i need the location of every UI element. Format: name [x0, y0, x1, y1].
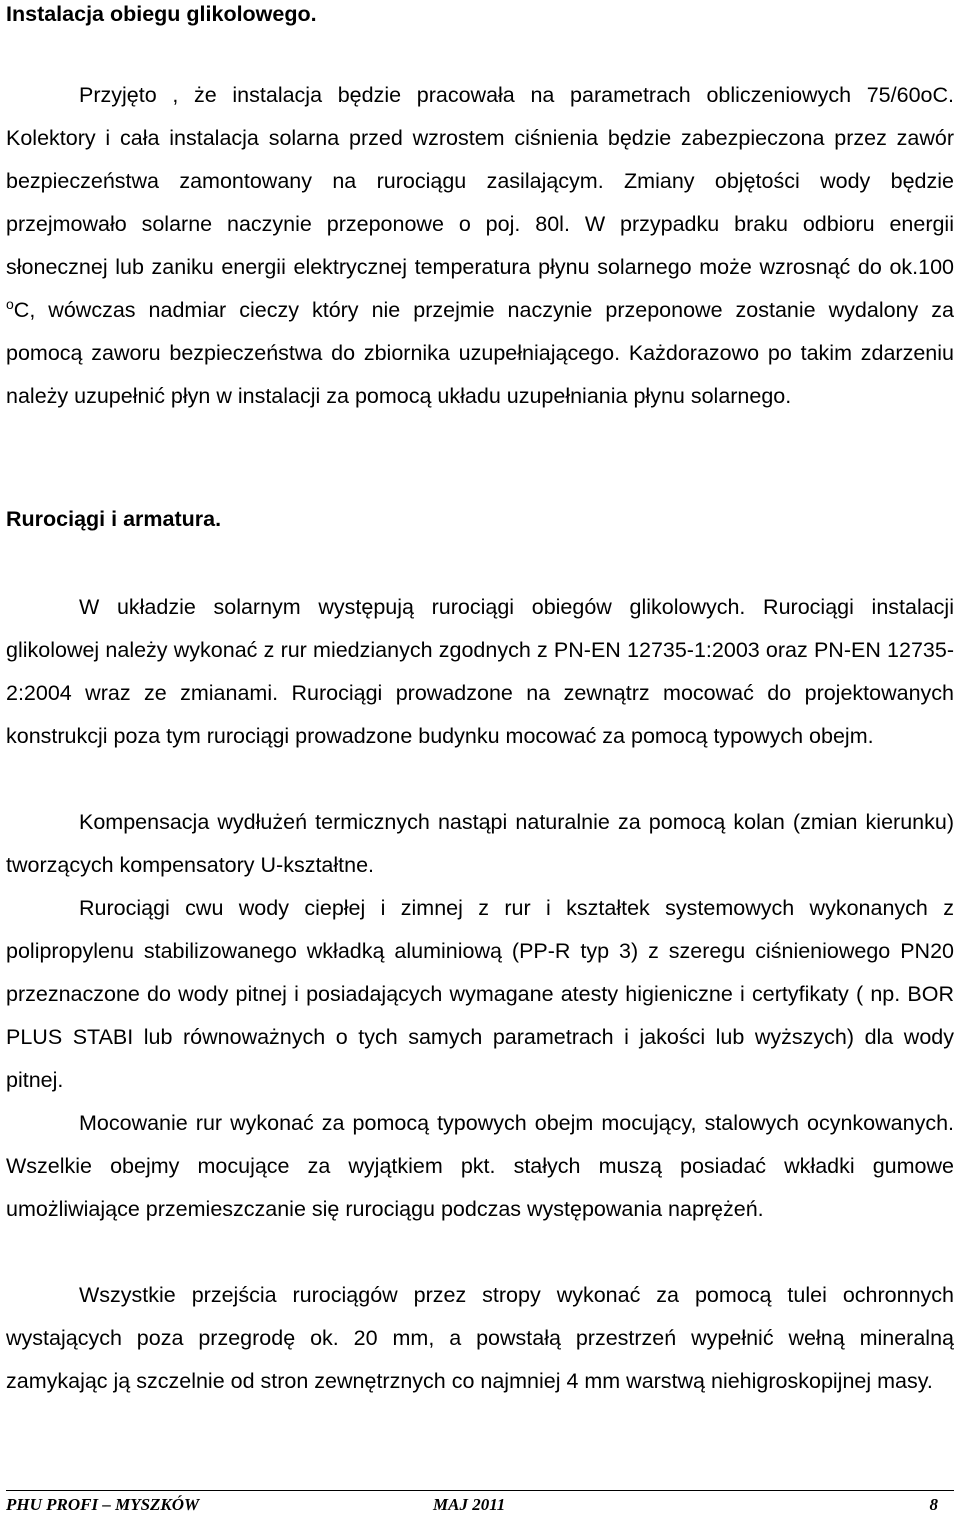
footer-date: MAJ 2011 [433, 1495, 506, 1514]
degree-superscript: o [6, 295, 14, 312]
section-heading-glycol-installation: Instalacja obiegu glikolowego. [6, 2, 317, 26]
paragraph-text: Przyjęto , że instalacja będzie pracowała na parametrach obliczeniowych 75/60oC. Kolektory i cała instalacja solarna przed wzrostem ciśnienia będzie zabezpieczona przez zawór bezpieczeństwa zamontowany na rurociągu zasilającym. Zmiany objętości wody będzie przejmowało solarne naczynie przeponowe o poj. 80l. W przypadku braku odbioru energii słonecznej lub zaniku energii elektrycznej temperatura płynu solarnego może wzrosnąć do ok.100 [6, 83, 954, 279]
paragraph-pipe-mounting: Mocowanie rur wykonać za pomocą typowych obejm mocujący, stalowych ocynkowanych. Wszelkie obejmy mocujące za wyjątkiem pkt. stałych muszą posiadać wkładki gumowe umożliwiające przemieszczanie się rurociągu podczas występowania naprężeń. [6, 1111, 954, 1221]
paragraph-text: C, wówczas nadmiar cieczy który nie przejmie naczynie przeponowe zostanie wydalony za pomocą zaworu bezpieczeństwa do zbiornika uzupełniającego. Każdorazowo po takim zdarzeniu należy uzupełnić płyn w instalacji za pomocą układu uzupełniania płynu solarnego. [6, 298, 954, 408]
paragraph-glycol-pipes: W układzie solarnym występują rurociągi obiegów glikolowych. Rurociągi instalacji glikolowej należy wykonać z rur miedzianych zgodnych z PN-EN 12735-1:2003 oraz PN-EN 12735-2:2004 wraz ze zmianami. Rurociągi prowadzone na zewnątrz mocować do projektowanych konstrukcji poza tym rurociągi prowadzone budynku mocować za pomocą typowych obejm. [6, 595, 954, 748]
paragraph-ceiling-penetrations: Wszystkie przejścia rurociągów przez stropy wykonać za pomocą tulei ochronnych wystających poza przegrodę ok. 20 mm, a powstałą przestrzeń wypełnić wełną mineralną zamykając ją szczelnie od stron zewnętrznych co najmniej 4 mm warstwą niehigroskopijnej masy. [6, 1283, 954, 1393]
footer-page-number: 8 [929, 1495, 938, 1514]
footer-company: PHU PROFI – MYSZKÓW [6, 1495, 200, 1514]
page-footer [6, 1490, 954, 1514]
paragraph-hot-cold-water-pipes: Rurociągi cwu wody ciepłej i zimnej z rur i kształtek systemowych wykonanych z polipropylenu stabilizowanego wkładką aluminiową (PP-R typ 3) z szeregu ciśnieniowego PN20 przeznaczone do wody pitnej i posiadających wymagane atesty higieniczne i certyfikaty ( np. BOR PLUS STABI lub równoważnych o tych samych parametrach i jakości lub wyższych) dla wody pitnej. [6, 896, 954, 1092]
section-heading-pipes-fittings: Rurociągi i armatura. [6, 507, 222, 531]
paragraph-glycol-installation [6, 74, 954, 418]
paragraph-thermal-compensation: Kompensacja wydłużeń termicznych nastąpi naturalnie za pomocą kolan (zmian kierunku) tworzących kompensatory U-kształtne. [6, 810, 954, 877]
